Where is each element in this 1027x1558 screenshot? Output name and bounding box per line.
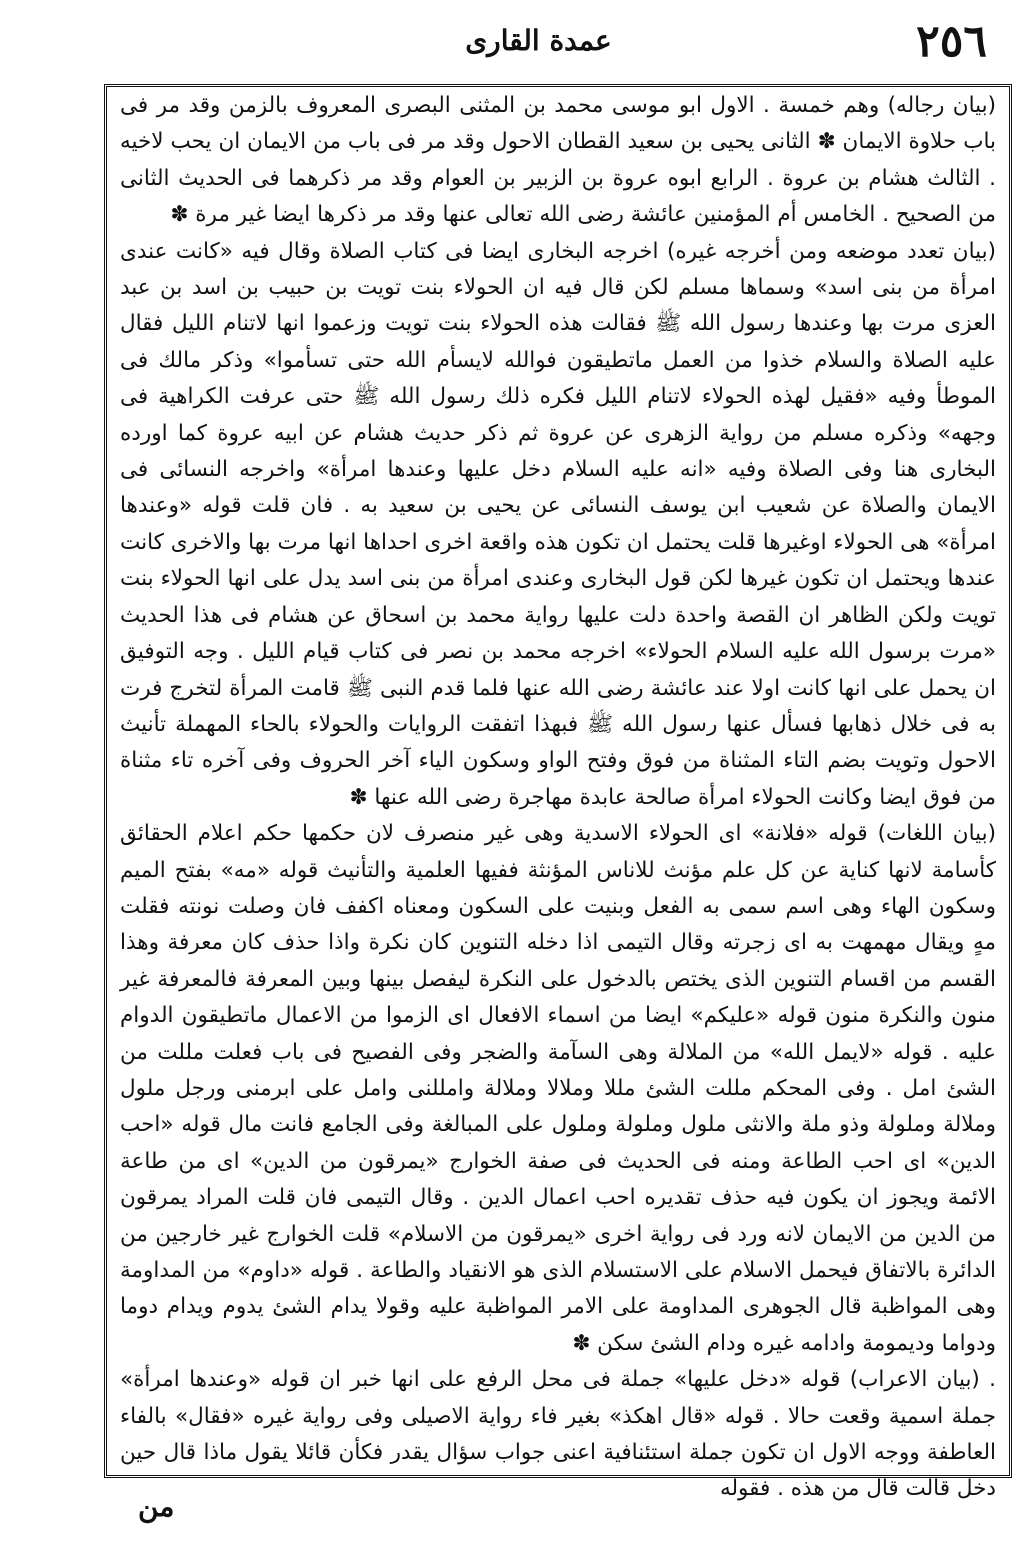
text-body xyxy=(120,88,996,1502)
running-title: عمدة القارى xyxy=(465,24,612,57)
page-number: ٢٥٦ xyxy=(916,16,987,67)
page-header xyxy=(90,6,987,82)
paragraph-grammar: . (بيان الاعراب) قوله «دخل عليها» جملة فى محل الرفع على انها خبر ان قوله «وعندها امرأة» جملة اسمية وقعت حالا . قوله «قال اهكذ» بغير فاء رواية الاصيلى وفى رواية غيره «فقال» بالفاء العاطفة ووجه الاول ان تكون جملة استئنافية اعنى جواب سؤال يقدر فكأن قائلا يقول ماذا قال حين دخل قالت قال من هذه . فقوله xyxy=(120,1367,996,1502)
paragraph-vocabulary: (بيان اللغات) قوله «فلانة» اى الحولاء الاسدية وهى غير منصرف لان حكمها حكم اعلام الحقائق كأسامة لانها كناية عن كل علم مؤنث للاناس المؤنثة ففيها العلمية والتأنيث قوله «مه» بفتح الميم وسكون الهاء وهى اسم سمى به الفعل وبنيت على السكون ومعناه اكفف فان وصلت نونته فقلت مهٍ ويقال مهمهت به اى زجرته وقال التيمى اذا دخله التنوين كان نكرة واذا حذف كان معرفة وهذا القسم من اقسام التنوين الذى يختص بالدخول على النكرة ليفصل بينها وبين المعرفة فالمعرفة غير منون والنكرة منون قوله «عليكم» ايضا من اسماء الافعال اى الزموا من الاعمال ماتطيقون الدوام عليه . قوله «لايمل الله» من الملالة وهى السآمة والضجر وفى الفصيح فى باب فعلت مللت من الشئ امل . وفى المحكم مللت الشئ مللا وملالا وملالة وامللنى وامل على ابرمنى ورجل ملول وملالة وملولة وذو ملة والانثى ملول وملولة وملول على المبالغة وفى الجامع فانت مال قوله «احب الدين» اى احب الطاعة ومنه فى الحديث فى صفة الخوارج «يمرقون من الدين» اى من طاعة الائمة ويجوز ان يكون فيه حذف تقديره احب اعمال الدين . وقال التيمى فان قلت المراد يمرقون من الدين من الايمان لانه ورد فى رواية اخرى «يمرقون من الاسلام» قلت الخوارج غير خارجين من الدائرة بالاتفاق فيحمل الاسلام على الاستسلام الذى هو الانقياد والطاعة . قوله «داوم» من المداومة وهى المواظبة قال الجوهرى المداومة على الامر المواظبة عليه وقولا يدام الشئ يدوم ويدام دوما ودواما وديمومة وادامه غيره ودام الشئ سكن ✽ xyxy=(120,821,996,1356)
catchword: من xyxy=(138,1490,175,1523)
paragraph-sources: (بيان تعدد موضعه ومن أخرجه غيره) اخرجه البخارى ايضا فى كتاب الصلاة وقال فيه «كانت عندى امرأة من بنى اسد» وسماها مسلم لكن قال فيه ان الحولاء بنت تويت بن حبيب بن اسد بن عبد العزى مرت بها وعندها رسول الله ﷺ فقالت هذه الحولاء بنت تويت وزعموا انها لاتنام الليل فقال عليه الصلاة والسلام خذوا من العمل ماتطيقون فوالله لايسأم الله حتى تسأموا» وذكر مالك فى الموطأ وفيه «فقيل لهذه الحولاء لاتنام الليل فكره ذلك رسول الله ﷺ حتى عرفت الكراهية فى وجهه» وذكره مسلم من رواية الزهرى عن عروة ثم ذكر حديث هشام عن ابيه عروة كما اورده البخارى هنا وفى الصلاة وفيه «انه عليه السلام دخل عليها وعندها امرأة» واخرجه النسائى فى الايمان والصلاة عن شعيب ابن يوسف النسائى عن يحيى بن سعيد به . فان قلت قوله «وعندها امرأة» هى الحولاء اوغيرها قلت يحتمل ان تكون هذه واقعة اخرى احداها انها مرت بها والاخرى كانت عندها ويحتمل ان تكون غيرها لكن قول البخارى وعندى امرأة من بنى اسد يدل على انها الحولاء بنت تويت ولكن الظاهر ان القصة واحدة دلت عليها رواية محمد بن اسحاق عن هشام فى هذا الحديث «مرت برسول الله عليه السلام الحولاء» اخرجه محمد بن نصر فى كتاب قيام الليل . وجه التوفيق ان يحمل على انها كانت اولا عند عائشة رضى الله عنها فلما قدم النبى ﷺ قامت المرأة لتخرج فرت به فى خلال ذهابها فسأل عنها رسول الله ﷺ فبهذا اتفقت الروايات والحولاء بالحاء المهملة تأنيث الاحول وتويت بضم التاء المثناة من فوق وفتح الواو وسكون الياء آخر الحروف وفى آخره تاء مثناة من فوق ايضا وكانت الحولاء امرأة صالحة عابدة مهاجرة رضى الله عنها ✽ xyxy=(120,238,996,810)
paragraph-narrators: (بيان رجاله) وهم خمسة . الاول ابو موسى محمد بن المثنى البصرى المعروف بالزمن وقد مر فى باب حلاوة الايمان ✽ الثانى يحيى بن سعيد القطان الاحول وقد مر فى باب من الايمان ان يحب لاخيه . الثالث هشام بن عروة . الرابع ابوه عروة بن الزبير بن العوام وقد مر ذكرهما فى الحديث الثانى من الصحيح . الخامس أم المؤمنين عائشة رضى الله تعالى عنها وقد مر ذكرها ايضا غير مرة ✽ xyxy=(120,93,996,228)
